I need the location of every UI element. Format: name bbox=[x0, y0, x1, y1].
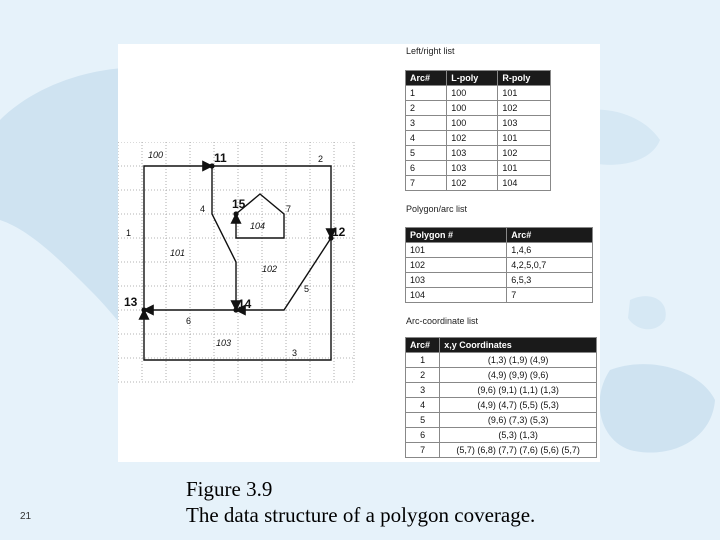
column-header: R-poly bbox=[498, 71, 551, 86]
polygon-arcs bbox=[144, 166, 331, 360]
table-cell: 4,2,5,0,7 bbox=[507, 258, 593, 273]
arc-label-4: 4 bbox=[200, 204, 206, 214]
table-header-row bbox=[406, 228, 593, 243]
table-row bbox=[406, 353, 597, 368]
table-cell: 102 bbox=[447, 131, 498, 146]
table-cell: 101 bbox=[498, 86, 551, 101]
table-row bbox=[406, 243, 593, 258]
figure-caption bbox=[186, 476, 535, 528]
polygon-arc-list-title: Polygon/arc list bbox=[406, 204, 468, 214]
table-row bbox=[406, 258, 593, 273]
node-label-12: 12 bbox=[332, 225, 346, 239]
column-header: Polygon # bbox=[406, 228, 507, 243]
table-cell: 3 bbox=[406, 383, 440, 398]
table-cell: 103 bbox=[406, 273, 507, 288]
caption-text: The data structure of a polygon coverage. bbox=[186, 503, 536, 527]
table-cell: 6 bbox=[406, 428, 440, 443]
table-row bbox=[406, 428, 597, 443]
table-row bbox=[406, 146, 551, 161]
polygon-label-101: 101 bbox=[170, 248, 186, 258]
table-cell: 103 bbox=[447, 161, 498, 176]
table-cell: 104 bbox=[498, 176, 551, 191]
table-cell: (1,3) (1,9) (4,9) bbox=[440, 353, 597, 368]
table-cell: 102 bbox=[498, 101, 551, 116]
caption-title: Figure 3.9 bbox=[186, 477, 273, 501]
table-cell: 7 bbox=[406, 443, 440, 458]
table-cell: 3 bbox=[406, 116, 447, 131]
table-cell: 7 bbox=[507, 288, 593, 303]
table-row bbox=[406, 176, 551, 191]
table-row bbox=[406, 131, 551, 146]
table-cell: 101 bbox=[406, 243, 507, 258]
table-cell: 102 bbox=[447, 176, 498, 191]
table-row bbox=[406, 398, 597, 413]
table-header-row bbox=[406, 71, 551, 86]
polygon-label-104: 104 bbox=[250, 221, 266, 231]
table-row bbox=[406, 86, 551, 101]
node-13 bbox=[141, 307, 146, 312]
table-row bbox=[406, 413, 597, 428]
table-cell: 104 bbox=[406, 288, 507, 303]
table-cell: 102 bbox=[498, 146, 551, 161]
column-header: Arc# bbox=[507, 228, 593, 243]
node-label-11: 11 bbox=[214, 151, 227, 165]
table-cell: (5,3) (1,3) bbox=[440, 428, 597, 443]
table-cell: (9,6) (9,1) (1,1) (1,3) bbox=[440, 383, 597, 398]
arc-coordinate-list-title: Arc-coordinate list bbox=[406, 316, 479, 326]
table-cell: 100 bbox=[447, 101, 498, 116]
column-header: Arc# bbox=[406, 71, 447, 86]
table-cell: (9,6) (7,3) (5,3) bbox=[440, 413, 597, 428]
arc-label-3: 3 bbox=[292, 348, 298, 358]
polygon-arc-list-table bbox=[405, 227, 593, 303]
column-header: L-poly bbox=[447, 71, 498, 86]
left-right-list-table bbox=[405, 70, 551, 191]
slide-number: 21 bbox=[20, 511, 32, 522]
polygon-label-100: 100 bbox=[148, 150, 164, 160]
table-cell: 100 bbox=[447, 86, 498, 101]
table-cell: 7 bbox=[406, 176, 447, 191]
table-cell: 1,4,6 bbox=[507, 243, 593, 258]
table-cell: 5 bbox=[406, 413, 440, 428]
table-cell: (4,9) (4,7) (5,5) (5,3) bbox=[440, 398, 597, 413]
arc-label-7: 7 bbox=[286, 204, 292, 214]
node-15 bbox=[233, 211, 238, 216]
table-cell: 101 bbox=[498, 131, 551, 146]
table-cell: (5,7) (6,8) (7,7) (7,6) (5,6) (5,7) bbox=[440, 443, 597, 458]
table-row bbox=[406, 383, 597, 398]
table-row bbox=[406, 273, 593, 288]
table-cell: 6 bbox=[406, 161, 447, 176]
table-cell: 100 bbox=[447, 116, 498, 131]
table-row bbox=[406, 116, 551, 131]
arc-label-5: 5 bbox=[304, 284, 310, 294]
polygon-coverage-diagram bbox=[118, 142, 358, 392]
table-row bbox=[406, 368, 597, 383]
node-label-14: 14 bbox=[238, 297, 252, 311]
arc-coordinate-list-table bbox=[405, 337, 597, 458]
table-cell: 6,5,3 bbox=[507, 273, 593, 288]
table-cell: (4,9) (9,9) (9,6) bbox=[440, 368, 597, 383]
table-row bbox=[406, 443, 597, 458]
table-cell: 103 bbox=[447, 146, 498, 161]
table-row bbox=[406, 288, 593, 303]
table-cell: 1 bbox=[406, 86, 447, 101]
column-header: Arc# bbox=[406, 338, 440, 353]
arc-label-2: 2 bbox=[318, 154, 324, 164]
table-cell: 2 bbox=[406, 368, 440, 383]
node-label-15: 15 bbox=[232, 197, 246, 211]
table-cell: 4 bbox=[406, 131, 447, 146]
table-header-row bbox=[406, 338, 597, 353]
polygon-label-102: 102 bbox=[262, 264, 278, 274]
table-cell: 5 bbox=[406, 146, 447, 161]
arc-label-1: 1 bbox=[126, 228, 132, 238]
table-cell: 2 bbox=[406, 101, 447, 116]
node-label-13: 13 bbox=[124, 295, 138, 309]
table-cell: 101 bbox=[498, 161, 551, 176]
polygon-label-103: 103 bbox=[216, 338, 232, 348]
table-cell: 4 bbox=[406, 398, 440, 413]
table-cell: 103 bbox=[498, 116, 551, 131]
figure-panel bbox=[118, 44, 600, 462]
left-right-list-title: Left/right list bbox=[406, 46, 455, 56]
table-cell: 102 bbox=[406, 258, 507, 273]
table-row bbox=[406, 101, 551, 116]
arc-2 bbox=[212, 166, 331, 238]
table-cell: 1 bbox=[406, 353, 440, 368]
arc-label-6: 6 bbox=[186, 316, 192, 326]
column-header: x,y Coordinates bbox=[440, 338, 597, 353]
table-row bbox=[406, 161, 551, 176]
